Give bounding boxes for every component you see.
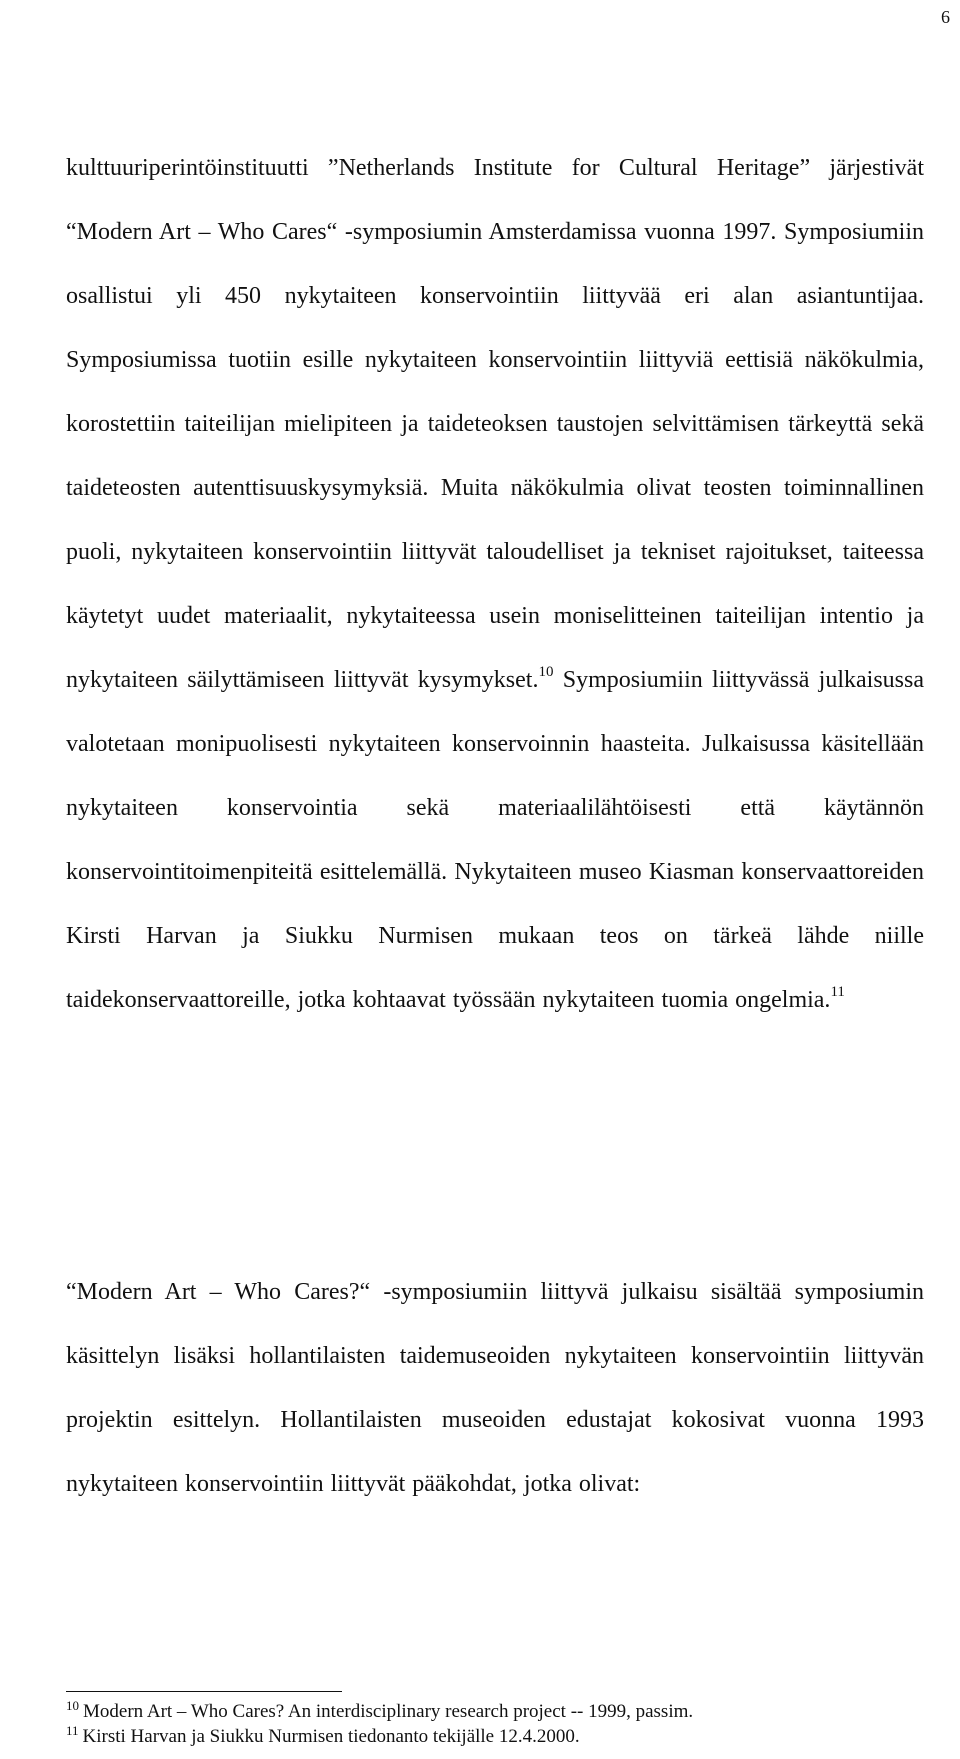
footnote-text: Modern Art – Who Cares? An interdisciplinary research project -- 1999, passim. — [83, 1701, 694, 1722]
footnotes — [66, 1699, 924, 1749]
body-paragraph-2: “Modern Art – Who Cares?“ -symposiumiin liittyvä julkaisu sisältää symposiumin käsittelyn lisäksi hollantilaisten taidemuseoiden nykytaiteen konservointiin liittyvän projektin esittelyn. Hollantilaisten museoiden edustajat kokosivat vuonna 1993 nykytaiteen konservointiin liittyvät pääkohdat, jotka olivat: — [66, 1279, 924, 1497]
footnote-separator — [66, 1691, 342, 1692]
footnote-number: 10 — [66, 1697, 79, 1713]
footnote-ref-10[interactable]: 10 — [538, 663, 554, 680]
body-paragraph-1 — [66, 136, 924, 1032]
footnote-10 — [66, 1699, 924, 1724]
paragraph-1-text-part-2: Symposiumiin liittyvässä julkaisussa valotetaan monipuolisesti nykytaiteen konservoinnin haasteita. Julkaisussa käsitellään nykytaiteen konservointia sekä materiaalilähtöisesti että käytännön konservointitoimenpiteitä esittelemällä. Nykytaiteen museo Kiasman konservaattoreiden Kirsti Harvan ja Siukku Nurmisen mukaan teos on tärkeä lähde niille taidekonservaattoreille, jotka kohtaavat työssään nykytaiteen tuomia ongelmia. — [66, 667, 924, 1013]
footnote-ref-11[interactable]: 11 — [830, 983, 845, 1000]
page-number: 6 — [941, 7, 950, 27]
footnote-text: Kirsti Harvan ja Siukku Nurmisen tiedonanto tekijälle 12.4.2000. — [82, 1726, 580, 1747]
footnote-11 — [66, 1724, 924, 1749]
paragraph-1-text-part-1: kulttuuriperintöinstituutti ”Netherlands Institute for Cultural Heritage” järjestivät “Modern Art – Who Cares“ -symposiumin Amsterdamissa vuonna 1997. Symposiumiin osallistui yli 450 nykytaiteen konservointiin liittyvää eri alan asiantuntijaa. Symposiumissa tuotiin esille nykytaiteen konservointiin liittyviä eettisiä näkökulmia, korostettiin taiteilijan mielipiteen ja taideteoksen taustojen selvittämisen tärkeyttä sekä taideteosten autenttisuuskysymyksiä. Muita näkökulmia olivat teosten toiminnallinen puoli, nykytaiteen konservointiin liittyvät taloudelliset ja tekniset rajoitukset, taiteessa käytetyt uudet materiaalit, nykytaiteessa usein moniselitteinen taiteilijan intentio ja nykytaiteen säilyttämiseen liittyvät kysymykset. — [66, 155, 924, 693]
footnote-number: 11 — [66, 1722, 79, 1738]
